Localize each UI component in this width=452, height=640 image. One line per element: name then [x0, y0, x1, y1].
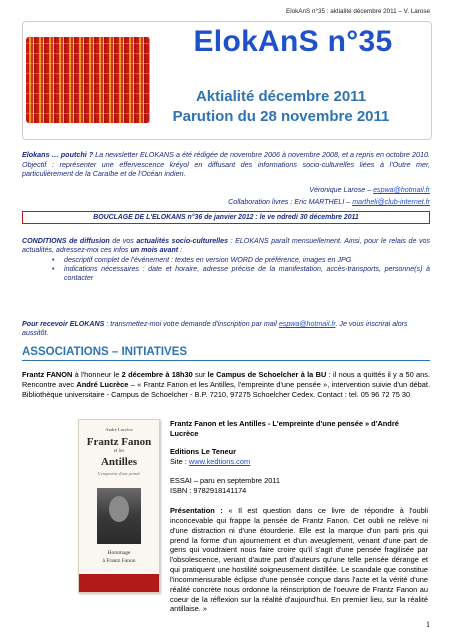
event-text: sur [192, 370, 208, 379]
cover-author: André Lucrèce [105, 427, 133, 432]
author-email-link[interactable]: espwa@hotmail.fr [373, 186, 430, 194]
cover-subtitle: Hommage [107, 550, 131, 556]
subscribe-text: . Je vous inscrirai alors aussitôt. [22, 320, 408, 338]
running-header: ElokAnS n°35 : aktialité décembre 2011 – V. Larose [286, 8, 430, 15]
author-name: Véronique Larose – [309, 186, 374, 194]
collaborator-name: Collaboration livres : Eric MARTHELI – [228, 198, 353, 206]
event-place: le Campus de Schoelcher à la BU [207, 370, 327, 379]
newsletter-title: ElokAnS n°35 [193, 25, 393, 58]
conditions-text: : [178, 246, 183, 255]
section-heading: ASSOCIATIONS – INITIATIVES [22, 346, 430, 361]
intro-lead: Elokans … poutchi ? [22, 150, 94, 159]
event-subject: Frantz FANON [22, 370, 73, 379]
book-cover-image [78, 419, 160, 593]
conditions-lead: CONDITIONS de diffusion [22, 237, 110, 245]
subscribe-email-link[interactable]: espwa@hotmail.fr [278, 320, 336, 328]
cover-tagline: L'empreinte d'une pensée [97, 471, 141, 476]
conditions-emphasis: actualités socio-culturelles [136, 237, 229, 245]
conditions-paragraph [22, 237, 430, 284]
conditions-text: : ELOKANS paraît mensuellement. Ainsi, pour le relais de vos actualités, adressez-moi ces infos [22, 237, 430, 255]
cover-title: Frantz Fanon [86, 436, 152, 448]
newsletter-banner [22, 21, 432, 140]
book-title: Frantz Fanon et les Antilles - L'empreinte d'une pensée » d'André Lucrèce [170, 419, 399, 438]
book-presentation [170, 506, 428, 614]
intro-paragraph [22, 150, 430, 179]
collaborator-email-link[interactable]: martheli@club-internet.fr [352, 198, 430, 206]
cover-band [79, 574, 159, 592]
conditions-text: de vos [109, 237, 137, 245]
cover-title: Antilles [100, 456, 138, 468]
site-label: Site : [170, 457, 189, 466]
event-text: à l'honneur le [72, 370, 122, 379]
conditions-list [22, 256, 430, 284]
event-date: 2 décembre à 18h30 [121, 370, 193, 379]
fanon-event-paragraph [22, 370, 430, 400]
book-isbn: ISBN : 9782918141174 [170, 486, 247, 495]
publisher-site-link[interactable]: www.kedtions.com [188, 457, 251, 466]
issue-subtitle: Aktialité décembre 2011 [195, 88, 367, 105]
presentation-label: Présentation : [170, 506, 223, 515]
subscribe-lead: Pour recevoir ELOKANS [22, 320, 105, 328]
subscribe-paragraph [22, 320, 430, 339]
book-genre-date: ESSAI – paru en septembre 2011 [170, 476, 280, 485]
cover-subtitle: à Frantz Fanon [102, 558, 136, 564]
conditions-deadline: un mois avant [130, 246, 179, 255]
subscribe-text: : transmettez-moi votre demande d'inscription par mail [104, 320, 279, 328]
author-signature [309, 186, 430, 194]
deadline-notice: BOUCLAGE DE L'ELOKANS n°36 de janvier 2012 : le ve ndredi 30 décembre 2011 [22, 211, 430, 224]
publisher-site [170, 457, 428, 467]
cover-title: et les [113, 449, 125, 454]
event-guest: André Lucrèce [76, 379, 129, 389]
page-number: 1 [426, 620, 430, 629]
list-item: • descriptif complet de l'événement : textes en version WORD de préférence, images en JPG [22, 256, 430, 265]
intro-text: La newsletter ELOKANS a été rédigée de novembre 2006 à novembre 2008, et a repris en octobre 2010. Objectif : représenter une effervescence kréyol en diffusant des informations socio-culturelles liées à l'Outre mer, particulièrement de la Caraïbe et de l'Océan indien. [22, 150, 430, 178]
book-publisher: Editions Le Teneur [170, 447, 236, 456]
publication-date: Parution du 28 novembre 2011 [172, 108, 390, 125]
event-text: : il nous a quittés il y a 50 ans. Rencontre avec [22, 370, 431, 389]
cover-portrait-photo [97, 488, 141, 544]
presentation-text: « Il est question dans ce livre de répondre à l'oubli inconcevable qui frappe la pensée de Frantz Fanon. Cet oubli ne relève ni d'une distraction ni d'une étourderie. Elle est la marque d'un parti pris qui prend la forme d'un ajournement et d'un aveuglement, venant d'une part de gens qui voudraient nous faire croire qu'il s'agit d'une pensée fragilisée par l'obsolescence, venant d'autre part d'auteurs qu'une telle pensée dérange et qui pratiquent une hostilité soigneusement distillée. Le scandale que constitue l'incommensurable éclipse d'une pensée conçue dans l'acte et la vérité d'une réalité concrète nous ordonne la réinscription de l'oeuvre de Frantz Fanon au coeur de la réflexion sur la réalité d'aujourd'hui. En premier lieu, sur la réalité antillaise. » [170, 506, 428, 614]
event-text: – « Frantz Fanon et les Antilles, l'empreinte d'une pensée », intervention suivie d'un débat. Bibliothèque universitaire - Campus de Schoelcher - B.P. 7210, 97275 Schoelcher Cedex. Contact : tel. 05 96 72 75 30 [22, 379, 430, 399]
list-item: • indications nécessaires : date et horaire, adresse précise de la manifestation, accès-transports, personne(s) à contacter [22, 265, 430, 284]
collaboration-signature [228, 198, 430, 206]
